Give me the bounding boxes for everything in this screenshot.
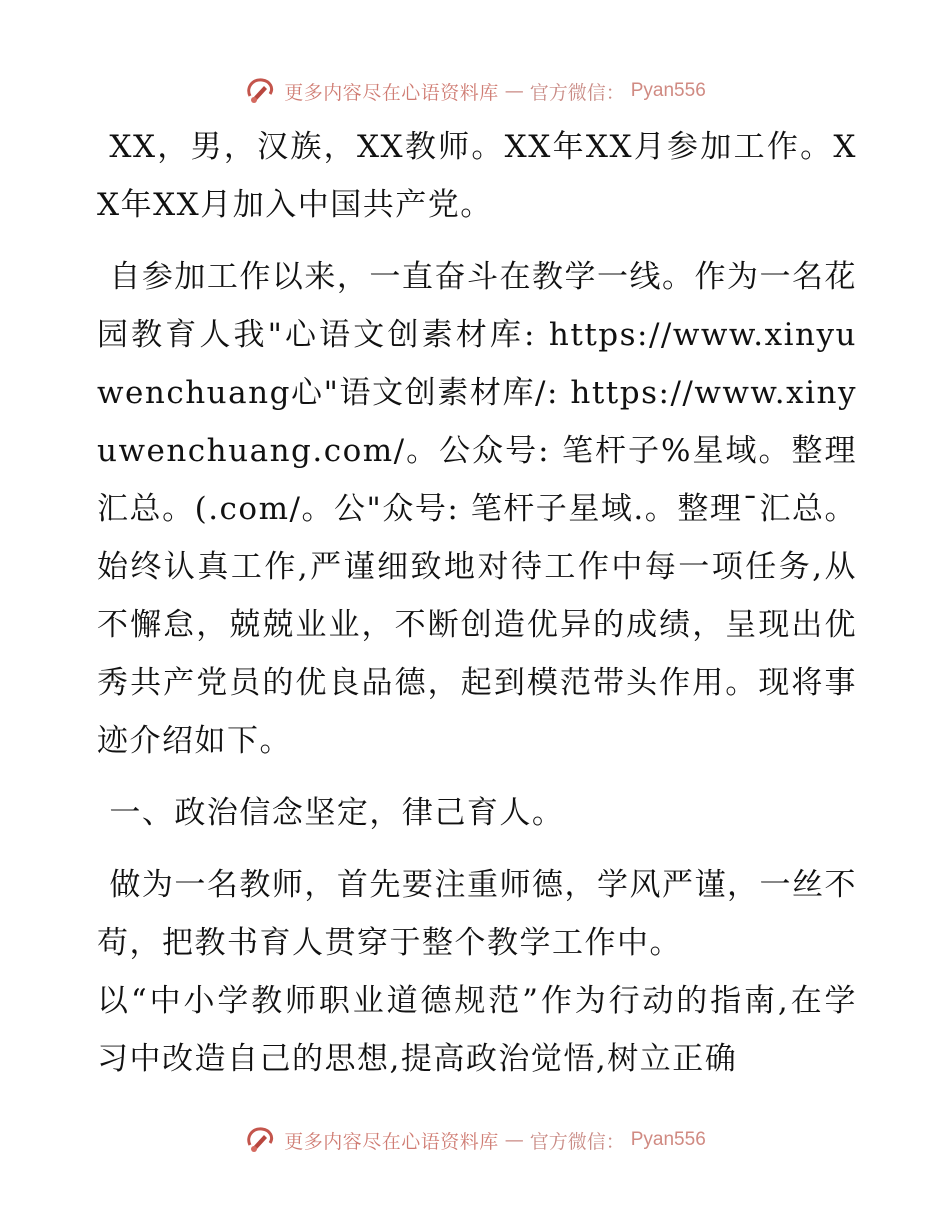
paragraph-code-of-conduct: 以“中小学教师职业道德规范”作为行动的指南,在学习中改造自己的思想,提高政治觉悟,树立正确 <box>97 983 857 1077</box>
section-heading: 一、政治信念坚定，律己育人。 <box>109 795 565 831</box>
brand-logo-icon <box>244 1125 278 1155</box>
header-watermark <box>0 71 950 111</box>
watermark-wechat-label: 官方微信： <box>529 81 625 104</box>
brand-logo-icon <box>244 76 278 106</box>
watermark-wechat-label: 官方微信： <box>529 1130 625 1153</box>
paragraph-profile: XX，男，汉族，XX教师。XX年XX月参加工作。XX年XX月加入中国共产党。 <box>97 129 857 223</box>
watermark-dash: — <box>504 80 524 102</box>
document-body <box>97 118 857 1088</box>
paragraph-introduction: 自参加工作以来，一直奋斗在教学一线。作为一名花园教育人我"心语文创素材库: https://www.xinyuwenchuang心"语文创素材库/: https://www.xinyuwenchuang.com/。公众号: 笔杆子%星域。整理汇总。(.com/。公"众号: 笔杆子星域.。整理¯汇总。始终认真工作,严谨细致地对待工作中每一项任务,从不懈怠，兢兢业业，不断创造优异的成绩，呈现出优秀共产党员的优良品德，起到模范带头作用。现将事迹介绍如下。 <box>97 259 857 759</box>
watermark-wechat-id: Pyan556 <box>630 1129 706 1150</box>
watermark-brand-text: 更多内容尽在心语资料库 <box>284 1130 499 1153</box>
footer-watermark <box>0 1120 950 1160</box>
paragraph-teacher-ethics: 做为一名教师，首先要注重师德，学风严谨，一丝不苟，把教书育人贯穿于整个教学工作中。 <box>97 867 857 961</box>
watermark-dash: — <box>504 1129 524 1151</box>
watermark-brand-text: 更多内容尽在心语资料库 <box>284 81 499 104</box>
watermark-wechat-id: Pyan556 <box>630 80 706 101</box>
